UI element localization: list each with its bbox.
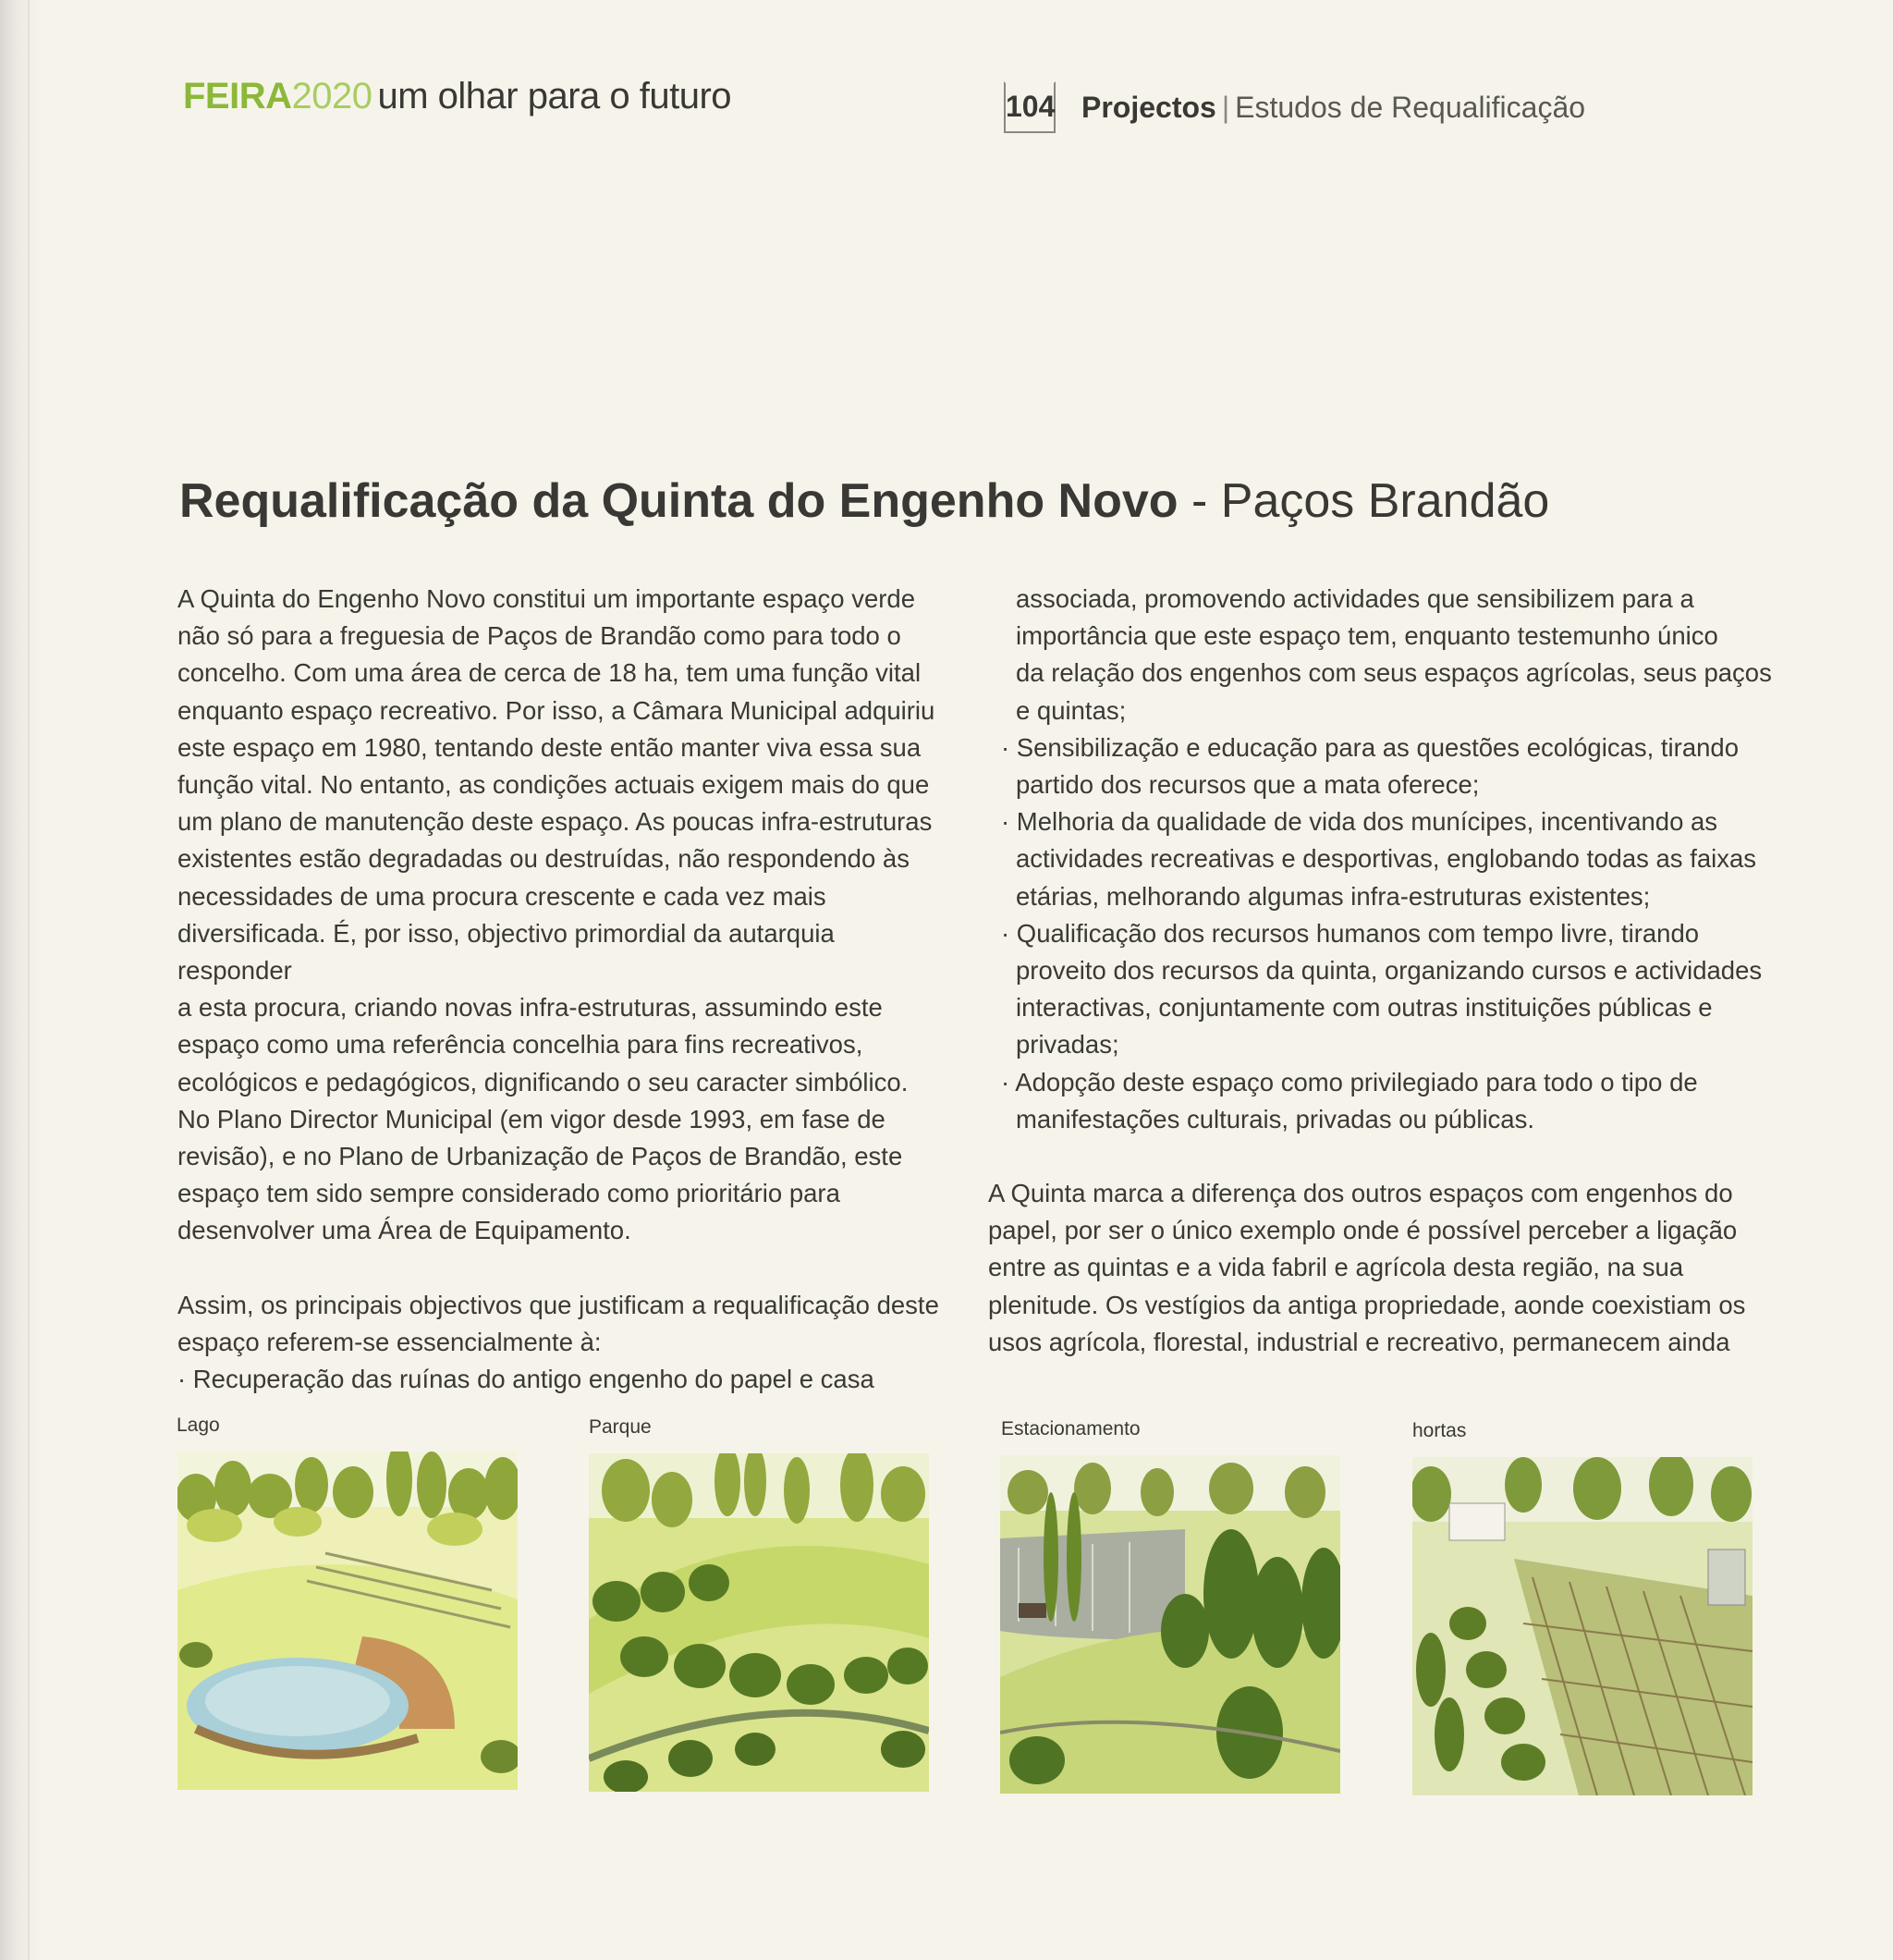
caption-park: Parque (589, 1416, 652, 1438)
bullet-item (1001, 1064, 1787, 1138)
parking-illustration (1000, 1455, 1340, 1794)
text-line: necessidades de uma procura crescente e cada vez mais (177, 881, 826, 911)
text-line: · Adopção deste espaço como privilegiado para todo o tipo de (1001, 1067, 1698, 1096)
text-line: este espaço em 1980, tentando deste então manter viva essa sua (177, 732, 922, 762)
caption-lake: Lago (177, 1415, 220, 1436)
caption-parking: Estacionamento (1001, 1418, 1141, 1439)
text-line: a esta procura, criando novas infra-estruturas, assumindo este (177, 993, 883, 1023)
text-line: ecológicos e pedagógicos, dignificando o seu caracter simbólico. (177, 1067, 909, 1096)
text-line: e quintas; (1016, 695, 1127, 725)
text-line: manifestações culturais, privadas ou públicas. (1016, 1104, 1534, 1133)
paragraph (177, 1287, 945, 1399)
section-separator: | (1221, 91, 1230, 124)
text-line: A Quinta do Engenho Novo constitui um importante espaço verde (177, 584, 915, 613)
article-title (179, 473, 1549, 529)
text-line: desenvolver uma Área de Equipamento. (177, 1216, 631, 1245)
paragraph (177, 581, 945, 1250)
bullet-continuation (1001, 581, 1787, 729)
text-line: um plano de manutenção deste espaço. As poucas infra-estruturas (177, 807, 933, 837)
text-line: Assim, os principais objectivos que justificam a requalificação deste (177, 1290, 939, 1319)
text-line: concelho. Com uma área de cerca de 18 ha, tem uma função vital (177, 658, 922, 688)
text-column-right (988, 581, 1787, 1361)
text-line: espaço referem-se essencialmente à: (177, 1327, 602, 1356)
text-line: proveito dos recursos da quinta, organizando cursos e actividades (1016, 956, 1763, 986)
text-column-left (177, 581, 945, 1398)
text-line: da relação dos engenhos com seus espaços agrícolas, seus paços (1016, 658, 1772, 688)
text-line: · Sensibilização e educação para as questões ecológicas, tirando (1001, 732, 1739, 762)
brand-name: FEIRA (183, 76, 292, 116)
text-line: espaço tem sido sempre considerado como prioritário para (177, 1179, 840, 1208)
page-number: 104 (1004, 81, 1056, 133)
caption-gardens: hortas (1412, 1420, 1467, 1441)
text-line: privadas; (1016, 1030, 1119, 1060)
text-line: partido dos recursos que a mata oferece; (1016, 770, 1480, 800)
text-line: papel, por ser o único exemplo onde é possível perceber a ligação (988, 1216, 1738, 1245)
gardens-illustration (1412, 1457, 1753, 1795)
text-line: interactivas, conjuntamente com outras instituições públicas e (1016, 993, 1713, 1023)
paragraph (988, 1175, 1787, 1361)
bullet-item (1001, 729, 1787, 803)
brand-year: 2020 (291, 76, 372, 116)
text-line: associada, promovendo actividades que sensibilizem para a (1016, 584, 1694, 613)
text-line: etárias, melhorando algumas infra-estruturas existentes; (1016, 881, 1651, 911)
text-line: · Melhoria da qualidade de vida dos munícipes, incentivando as (1001, 807, 1718, 837)
text-line: existentes estão degradadas ou destruídas, não respondendo às (177, 844, 910, 874)
park-illustration (589, 1453, 929, 1792)
text-line: usos agrícola, florestal, industrial e recreativo, permanecem ainda (988, 1327, 1730, 1356)
brand-header (183, 76, 731, 117)
text-line: · Qualificação dos recursos humanos com tempo livre, tirando (1001, 918, 1700, 948)
paragraph-gap (177, 1250, 945, 1287)
subsection-name: Estudos de Requalificação (1235, 91, 1586, 124)
section-title (1081, 91, 1585, 125)
text-line: diversificada. É, por isso, objectivo primordial da autarquia responder (177, 918, 835, 986)
text-line: espaço como uma referência concelhia para fins recreativos, (177, 1030, 863, 1060)
text-line: No Plano Director Municipal (em vigor desde 1993, em fase de (177, 1104, 885, 1133)
text-line: importância que este espaço tem, enquanto testemunho único (1016, 621, 1718, 651)
article-title-suffix: - Paços Brandão (1191, 474, 1550, 528)
text-line: A Quinta marca a diferença dos outros espaços com engenhos do (988, 1179, 1733, 1208)
bullet-line: · Recuperação das ruínas do antigo engenho do papel e casa (177, 1365, 874, 1394)
text-line: não só para a freguesia de Paços de Brandão como para todo o (177, 621, 901, 651)
bullet-item (1001, 803, 1787, 915)
article-title-main: Requalificação da Quinta do Engenho Novo (179, 474, 1179, 528)
text-line: enquanto espaço recreativo. Por isso, a Câmara Municipal adquiriu (177, 695, 935, 725)
section-name: Projectos (1081, 91, 1216, 124)
brand-tagline: um olhar para o futuro (377, 76, 732, 116)
bullet-item (1001, 915, 1787, 1064)
page-binding-shadow (0, 0, 41, 1960)
text-line: revisão), e no Plano de Urbanização de Paços de Brandão, este (177, 1142, 903, 1171)
text-line: entre as quintas e a vida fabril e agrícola desta região, na sua (988, 1253, 1684, 1282)
text-line: função vital. No entanto, as condições actuais exigem mais do que (177, 770, 930, 800)
text-line: actividades recreativas e desportivas, englobando todas as faixas (1016, 844, 1757, 874)
paragraph-gap (1001, 1138, 1787, 1175)
text-line: plenitude. Os vestígios da antiga propriedade, aonde coexistiam os (988, 1290, 1746, 1319)
lake-illustration (177, 1452, 518, 1790)
